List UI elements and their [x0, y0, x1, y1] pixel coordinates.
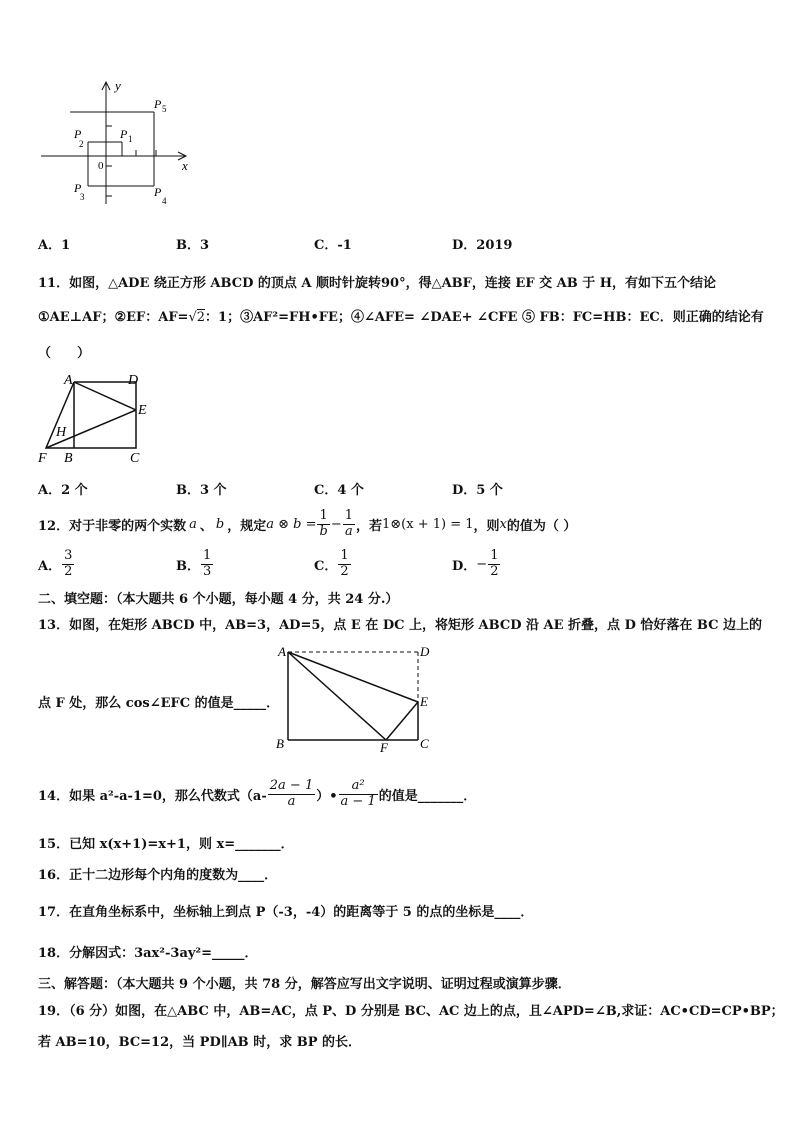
q14-frac-2: $\frac{\text{a²}}{a - 1}$ [340, 778, 376, 809]
q11-label-d: D [128, 373, 139, 388]
p1-label: P [120, 127, 128, 141]
q14-t2: ）• [316, 788, 338, 804]
q12-option-d: D． − $\frac{1}{2}$ [452, 548, 499, 579]
q10-option-c: C．-1 [314, 238, 352, 253]
q12-option-c: C． $\frac{1}{2}$ [314, 548, 349, 579]
q15-stem: 15．已知 x(x+1)=x+1，则 x=_______． [38, 837, 294, 852]
p5-label: P [154, 97, 162, 111]
q11-stem-line1: 11．如图，△ADE 绕正方形 ABCD 的顶点 A 顺时针旋转90°，得△ABF，连接 EF 交 AB 于 H，有如下五个结论 [38, 276, 717, 291]
q14-t3: 的值是_______． [378, 788, 477, 804]
q13-label-a: A [278, 644, 286, 659]
q13-rectangle-figure [272, 642, 442, 754]
q12-t2: 、 [199, 518, 213, 534]
q11-option-d: D．5 个 [452, 483, 503, 498]
q11-option-b: B．3 个 [176, 483, 227, 498]
q12-condition: 1⊗(x + 1) = 1 [382, 516, 474, 532]
p1-sub: 1 [128, 134, 133, 144]
q12-var-x: x [499, 516, 507, 532]
q12-t5: ，则 [473, 518, 500, 534]
p5-sub: 5 [162, 104, 167, 114]
q12-frac-1-over-a: $\frac{1}{a}$ [344, 508, 353, 539]
q12-frac-1-over-b: $\frac{1}{b}$ [319, 508, 328, 539]
q13-label-d: D [420, 644, 430, 659]
section-3-heading: 三、解答题：（本大题共 9 个小题，共 78 分，解答应写出文字说明、证明过程或演算步骤． [38, 977, 571, 992]
q13-stem-line1: 13．如图，在矩形 ABCD 中，AB=3，AD=5，点 E 在 DC 上，将矩形 ABCD 沿 AE 折叠，点 D 恰好落在 BC 边上的 [38, 618, 763, 633]
q14-stem [38, 774, 476, 814]
q11-label-b: B [64, 451, 73, 466]
p4-label: P [154, 185, 162, 199]
q11-label-e: E [138, 403, 147, 418]
q13-label-c: C [420, 736, 429, 751]
q12-option-b: B． $\frac{1}{3}$ [176, 548, 212, 579]
q12-t1: 12．对于非零的两个实数 [38, 518, 187, 534]
q12-t4: ，若 [356, 518, 383, 534]
q12-var-a: a [189, 516, 197, 532]
q10-option-a: A．1 [38, 238, 71, 253]
p3-sub: 3 [80, 192, 85, 202]
q13-stem-line2: 点 F 处，那么 cos∠EFC 的值是_____． [38, 696, 280, 711]
p4-sub: 4 [162, 196, 167, 206]
q14-frac-1: $\frac{2a - 1}{a}$ [269, 778, 314, 809]
q11-label-f: F [38, 451, 47, 466]
q10-option-b: B．3 [176, 238, 210, 253]
q19-stem-line2: 若 AB=10，BC=12，当 PD∥AB 时，求 BP 的长． [38, 1035, 362, 1050]
q10-coordinate-figure [36, 74, 196, 214]
q12-def-lhs: a ⊗ b = [266, 516, 317, 532]
q11-sqrt-value: 2 [196, 310, 206, 325]
q11-option-a: A．2 个 [38, 483, 88, 498]
q13-label-e: E [420, 694, 428, 709]
q11-line2-a: ①AE⊥AF；②EF：AF= [38, 310, 189, 325]
q16-stem: 16．正十二边形每个内角的度数为____． [38, 868, 278, 883]
q11-label-a: A [64, 373, 73, 388]
q12-var-b: b [215, 516, 225, 532]
p2-label: P [74, 127, 82, 141]
q13-label-f: F [380, 740, 388, 754]
p2-sub: 2 [79, 139, 84, 149]
q12-minus: − [330, 516, 342, 532]
q17-stem: 17．在直角坐标系中，坐标轴上到点 P（-3，-4）的距离等于 5 的点的坐标是____． [38, 905, 534, 920]
q11-label-h: H [56, 425, 67, 440]
section-2-heading: 二、填空题：（本大题共 6 个小题，每小题 4 分，共 24 分.） [38, 592, 399, 607]
q11-stem-line2 [38, 306, 764, 325]
q19-stem-line1: 19．（6 分）如图，在△ABC 中，AB=AC，点 P、D 分别是 BC、AC 边上的点，且∠APD=∠B,求证：AC•CD=CP•BP； [38, 1004, 784, 1019]
q11-answer-paren: （ ） [38, 346, 91, 361]
q10-option-d: D．2019 [452, 238, 513, 253]
origin-label: 0 [98, 160, 104, 172]
q11-line2-b: ：1；③AF²=FH•FE；④∠AFE= ∠DAE+ ∠CFE ⑤ FB：FC=HB：EC．则正确的结论有 [205, 310, 764, 325]
q11-option-c: C．4 个 [314, 483, 364, 498]
q12-t6: 的值为（ ） [506, 518, 577, 534]
sqrt-symbol: √ [188, 310, 197, 325]
q11-label-c: C [130, 451, 140, 466]
x-axis-label: x [182, 158, 188, 173]
y-axis-label: y [115, 78, 121, 93]
q14-t1: 14．如果 a²-a-1=0，那么代数式（a- [38, 788, 267, 804]
q11-square-figure [34, 372, 164, 468]
q12-option-a: A． $\frac{3}{2}$ [38, 548, 73, 579]
q12-t3: ，规定 [227, 518, 267, 534]
p3-label: P [74, 181, 82, 195]
q18-stem: 18．分解因式：3ax²-3ay²=_____． [38, 946, 258, 961]
q13-label-b: B [276, 736, 284, 751]
q12-stem [38, 506, 576, 542]
